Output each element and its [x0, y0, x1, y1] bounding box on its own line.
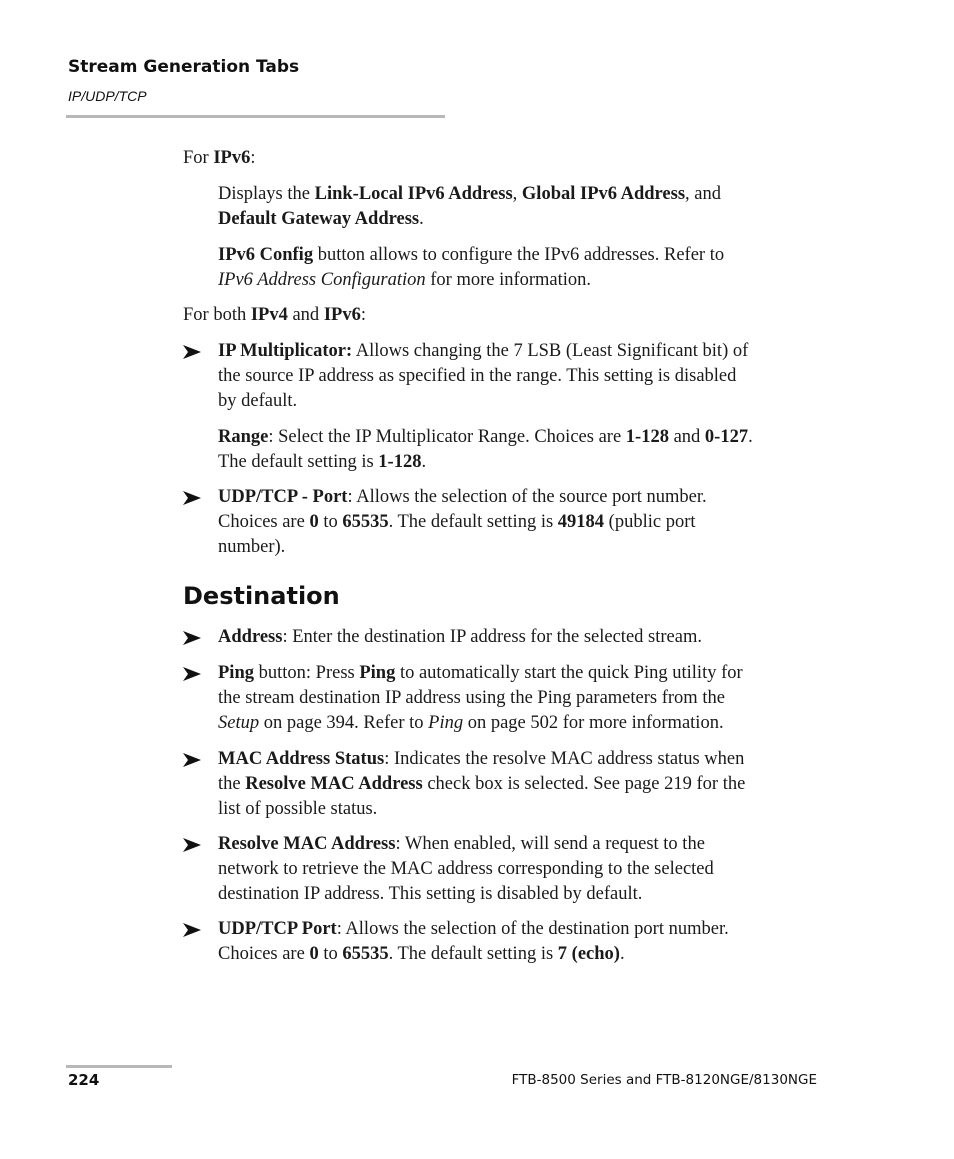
running-header-title: Stream Generation Tabs [68, 57, 300, 77]
ipv6-displays-paragraph: Displays the Link-Local IPv6 Address, Global IPv6 Address, and Default Gateway Address. [218, 184, 722, 229]
bullet-arrow-icon [183, 832, 203, 857]
bullet-arrow-icon [183, 917, 203, 942]
ipv6-config-paragraph: IPv6 Config button allows to configure the IPv6 addresses. Refer to IPv6 Address Configuration for more information. [218, 245, 725, 290]
running-header-subtitle: IP/UDP/TCP [68, 88, 147, 104]
bullet-arrow-icon [183, 339, 203, 364]
header-rule [66, 115, 445, 118]
document-title: FTB-8500 Series and FTB-8120NGE/8130NGE [511, 1072, 817, 1088]
both-lead: For both IPv4 and IPv6: [183, 305, 366, 325]
bullet-arrow-icon [183, 661, 203, 686]
page-number: 224 [68, 1071, 100, 1089]
footer-rule [66, 1065, 172, 1068]
bullet-arrow-icon [183, 747, 203, 772]
bullet-arrow-icon [183, 485, 203, 510]
range-paragraph: Range: Select the IP Multiplicator Range. Choices are 1-128 and 0-127. The default setting is 1-128. [218, 427, 753, 472]
destination-heading: Destination [183, 582, 340, 610]
bullet-arrow-icon [183, 625, 203, 650]
ipv6-lead: For IPv6: [183, 148, 256, 168]
